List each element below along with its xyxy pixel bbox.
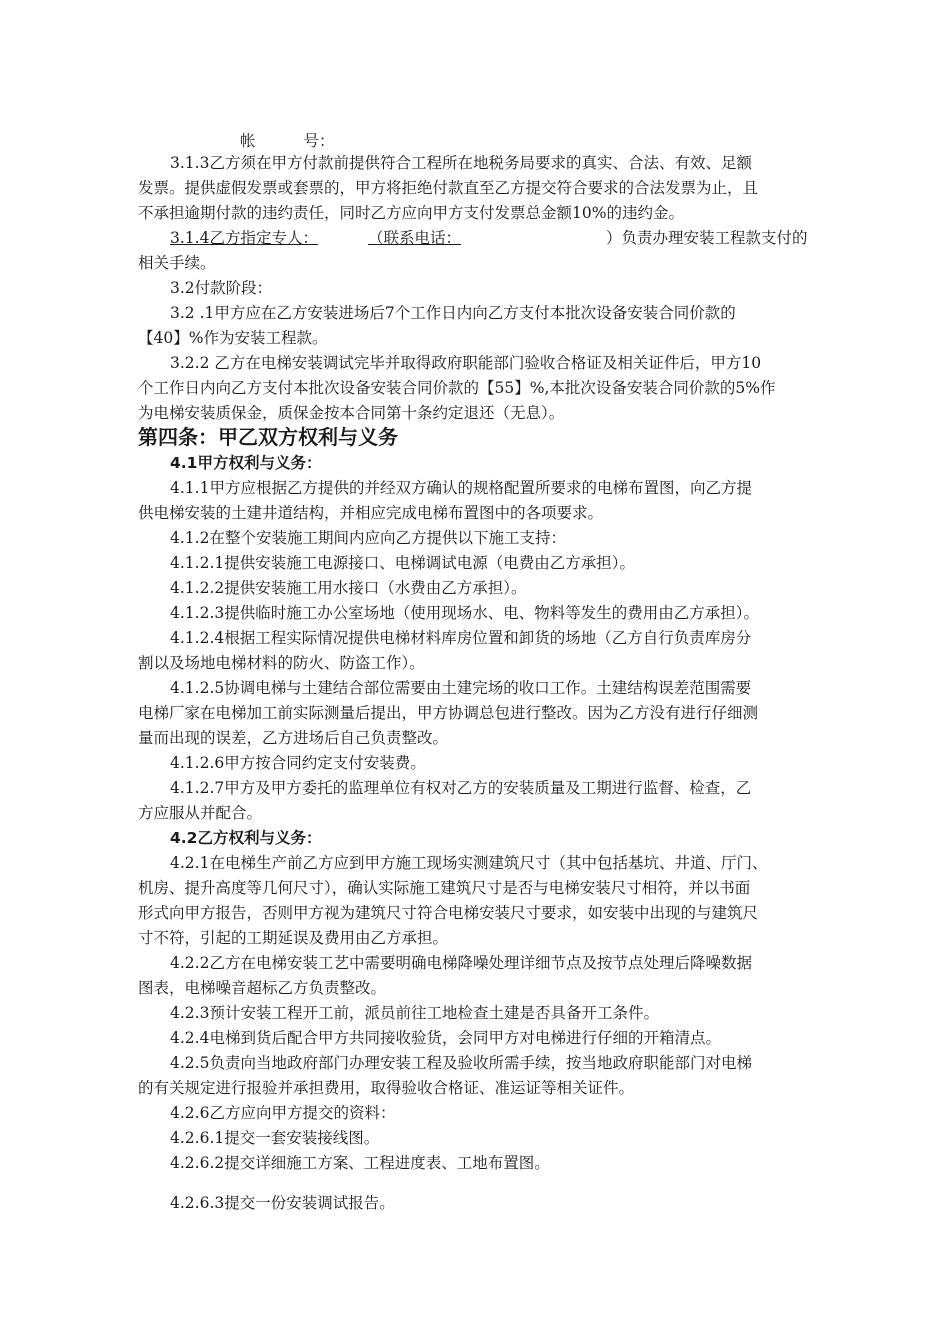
account-label-b: 号： [303,132,335,150]
clause-4-2-3: 4.2.3预计安装工程开工前，派员前往工地检查土建是否具备开工条件。 [170,1004,659,1022]
account-label-a: 帐 [240,132,256,150]
clause-3-2-1-line-2: 【40】%作为安装工程款。 [138,329,328,347]
clause-3-2-2-line-2: 个工作日内向乙方支付本批次设备安装合同价款的【55】%,本批次设备安装合同价款的5%作 [138,379,776,397]
clause-4-1-2-5-line-1: 4.1.2.5协调电梯与土建结合部位需要由土建完场的收口工作。土建结构误差范围需要 [170,679,752,697]
clause-4-2-2-line-2: 图表，电梯噪音超标乙方负责整改。 [138,979,387,997]
clause-3-1-3-line-2: 发票。提供虚假发票或套票的，甲方将拒绝付款直至乙方提交符合要求的合法发票为止，且 [138,179,759,197]
clause-3-1-4-part-b: （联系电话： [367,229,461,247]
clause-4-2-5-line-2: 的有关规定进行报验并承担费用，取得验收合格证、准运证等相关证件。 [138,1079,635,1097]
section-3-2-title: 3.2付款阶段： [170,279,273,297]
clause-4-2-1-line-4: 寸不符，引起的工期延误及费用由乙方承担。 [138,929,449,947]
clause-3-1-3-line-3: 不承担逾期付款的违约责任，同时乙方应向甲方支付发票总金额10%的违约金。 [138,204,684,222]
article-4-heading: 第四条：甲乙双方权利与义务 [138,425,398,449]
clause-4-1-2-2: 4.1.2.2提供安装施工用水接口（水费由乙方承担）。 [170,579,527,597]
clause-4-2-6: 4.2.6乙方应向甲方提交的资料： [170,1104,396,1122]
clause-4-1-1-line-2: 供电梯安装的土建井道结构，并相应完成电梯布置图中的各项要求。 [138,504,604,522]
clause-4-1-2-4-line-1: 4.1.2.4根据工程实际情况提供电梯材料库房位置和卸货的场地（乙方自行负责库房分 [170,629,752,647]
clause-4-2-6-2: 4.2.6.2提交详细施工方案、工程进度表、工地布置图。 [170,1154,550,1172]
clause-4-1-2-1: 4.1.2.1提供安装施工电源接口、电梯调试电源（电费由乙方承担）。 [170,554,635,572]
clause-4-1-2-4-line-2: 割以及场地电梯材料的防火、防盗工作）。 [138,654,425,672]
clause-4-2-5-line-1: 4.2.5负责向当地政府部门办理安装工程及验收所需手续，按当地政府职能部门对电梯 [170,1054,752,1072]
clause-4-1-2-3: 4.1.2.3提供临时施工办公室场地（使用现场水、电、物料等发生的费用由乙方承担）。 [170,604,759,622]
clause-3-1-4-part-c: ）负责办理安装工程款支付的 [605,229,808,247]
clause-3-1-4-line-2: 相关手续。 [138,254,216,272]
clause-3-2-2-line-3: 为电梯安装质保金，质保金按本合同第十条约定退还（无息）。 [138,404,565,422]
clause-4-2-6-3: 4.2.6.3提交一份安装调试报告。 [170,1194,395,1212]
clause-4-1-2: 4.1.2在整个安装施工期间内应向乙方提供以下施工支持： [170,529,566,547]
clause-3-2-1-line-1: 3.2 .1甲方应在乙方安装进场后7个工作日内向乙方支付本批次设备安装合同价款的 [170,304,736,322]
clause-4-1-2-7-line-1: 4.1.2.7甲方及甲方委托的监理单位有权对乙方的安装质量及工期进行监督、检查，乙 [170,779,752,797]
clause-4-2-6-1: 4.2.6.1提交一套安装接线图。 [170,1129,380,1147]
clause-3-1-4-part-a: 3.1.4乙方指定专人： [170,229,318,247]
clause-4-2-2-line-1: 4.2.2乙方在电梯安装工艺中需要明确电梯降噪处理详细节点及按节点处理后降噪数据 [170,954,752,972]
clause-3-2-2-line-1: 3.2.2 乙方在电梯安装调试完毕并取得政府职能部门验收合格证及相关证件后，甲方10 [170,354,762,372]
clause-4-2-1-line-2: 机房、提升高度等几何尺寸），确认实际施工建筑尺寸是否与电梯安装尺寸相符，并以书面 [138,879,751,897]
clause-4-1-2-6: 4.1.2.6甲方按合同约定支付安装费。 [170,754,426,772]
section-4-2-title: 4.2乙方权利与义务： [170,829,322,847]
clause-4-1-1-line-1: 4.1.1甲方应根据乙方提供的并经双方确认的规格配置所要求的电梯布置图，向乙方提 [170,479,752,497]
section-4-1-title: 4.1甲方权利与义务： [170,454,322,472]
clause-3-1-4-line-1 [170,228,850,248]
clause-4-2-4: 4.2.4电梯到货后配合甲方共同接收验货，会同甲方对电梯进行仔细的开箱清点。 [170,1029,721,1047]
clause-4-1-2-7-line-2: 方应服从并配合。 [138,804,263,822]
clause-4-2-1-line-3: 形式向甲方报告，否则甲方视为建筑尺寸符合电梯安装尺寸要求，如安装中出现的与建筑尺 [138,904,759,922]
clause-3-1-3-line-1: 3.1.3乙方须在甲方付款前提供符合工程所在地税务局要求的真实、合法、有效、足额 [170,154,752,172]
clause-4-1-2-5-line-3: 量而出现的误差，乙方进场后自己负责整改。 [138,729,449,747]
clause-4-1-2-5-line-2: 电梯厂家在电梯加工前实际测量后提出，甲方协调总包进行整改。因为乙方没有进行仔细测 [138,704,759,722]
clause-4-2-1-line-1: 4.2.1在电梯生产前乙方应到甲方施工现场实测建筑尺寸（其中包括基坑、井道、厅门、 [170,854,768,872]
account-line [240,131,920,151]
